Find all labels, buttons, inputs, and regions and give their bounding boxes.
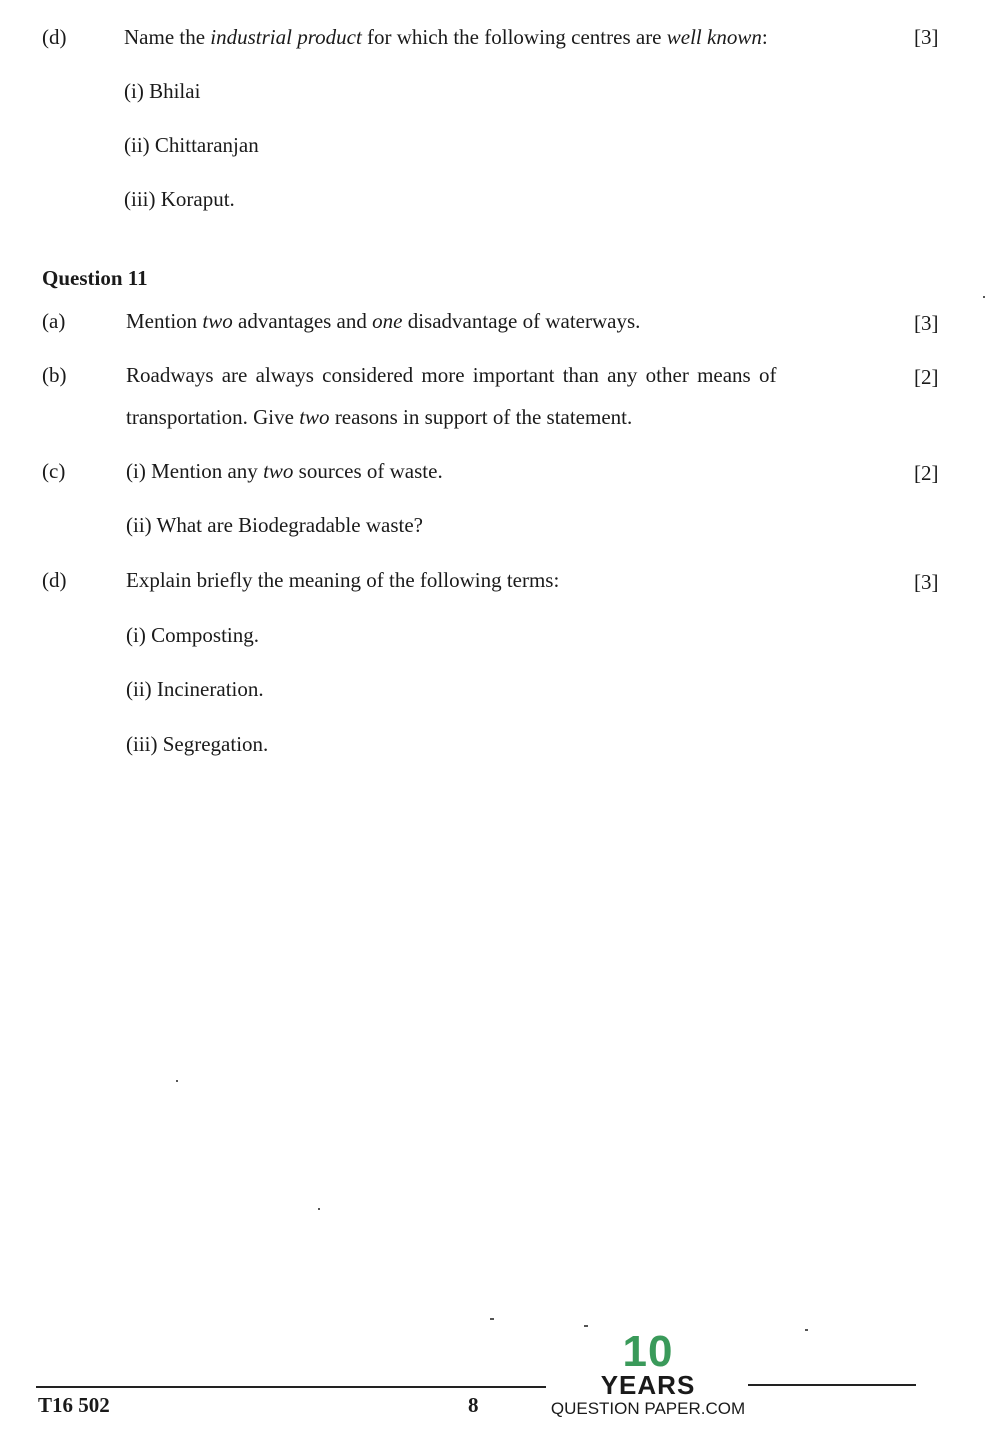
question-11-heading: Question 11 [42, 266, 148, 290]
q10d-marks: [3] [914, 25, 939, 49]
logo-number: 10 [622, 1327, 674, 1376]
q10d-item-3: (iii) Koraput. [124, 187, 235, 211]
site-logo [548, 1327, 748, 1420]
q11b-line-2: transportation. Give two reasons in support of the statement. [126, 405, 633, 429]
q11b-marks: [2] [914, 365, 939, 389]
q11d-text: Explain briefly the meaning of the following terms: [126, 568, 560, 592]
q11c-marks: [2] [914, 461, 939, 485]
q11a-label: (a) [42, 309, 66, 333]
scan-speck [584, 1325, 588, 1327]
q11d-item-2: (ii) Incineration. [126, 677, 264, 701]
q11c-part-i: (i) Mention any two sources of waste. [126, 459, 443, 483]
q11b-label: (b) [42, 363, 67, 387]
q10d-item-2: (ii) Chittaranjan [124, 133, 259, 157]
q11a-text: Mention two advantages and one disadvantage of waterways. [126, 309, 641, 333]
scan-speck [318, 1208, 320, 1210]
scan-speck [805, 1329, 808, 1331]
logo-site: QUESTION PAPER.COM [550, 1399, 746, 1418]
q11c-part-ii: (ii) What are Biodegradable waste? [126, 513, 423, 537]
q10d-label: (d) [42, 25, 67, 49]
scan-speck [983, 296, 985, 298]
scan-speck [490, 1318, 494, 1320]
q11d-marks: [3] [914, 570, 939, 594]
page-number: 8 [468, 1393, 479, 1417]
paper-code: T16 502 [38, 1393, 110, 1417]
q11d-item-3: (iii) Segregation. [126, 732, 269, 756]
q11a-marks: [3] [914, 311, 939, 335]
q11d-label: (d) [42, 568, 67, 592]
footer-rule-left [36, 1386, 546, 1388]
footer-rule-right [748, 1384, 916, 1386]
q11b-line-1: Roadways are always considered more important than any other means of [126, 363, 777, 387]
q11d-item-1: (i) Composting. [126, 623, 260, 647]
q10d-text: Name the industrial product for which the following centres are well known: [124, 25, 768, 49]
scan-speck [176, 1080, 178, 1082]
q11c-label: (c) [42, 459, 66, 483]
q10d-item-1: (i) Bhilai [124, 79, 201, 103]
logo-years: YEARS [600, 1370, 696, 1400]
